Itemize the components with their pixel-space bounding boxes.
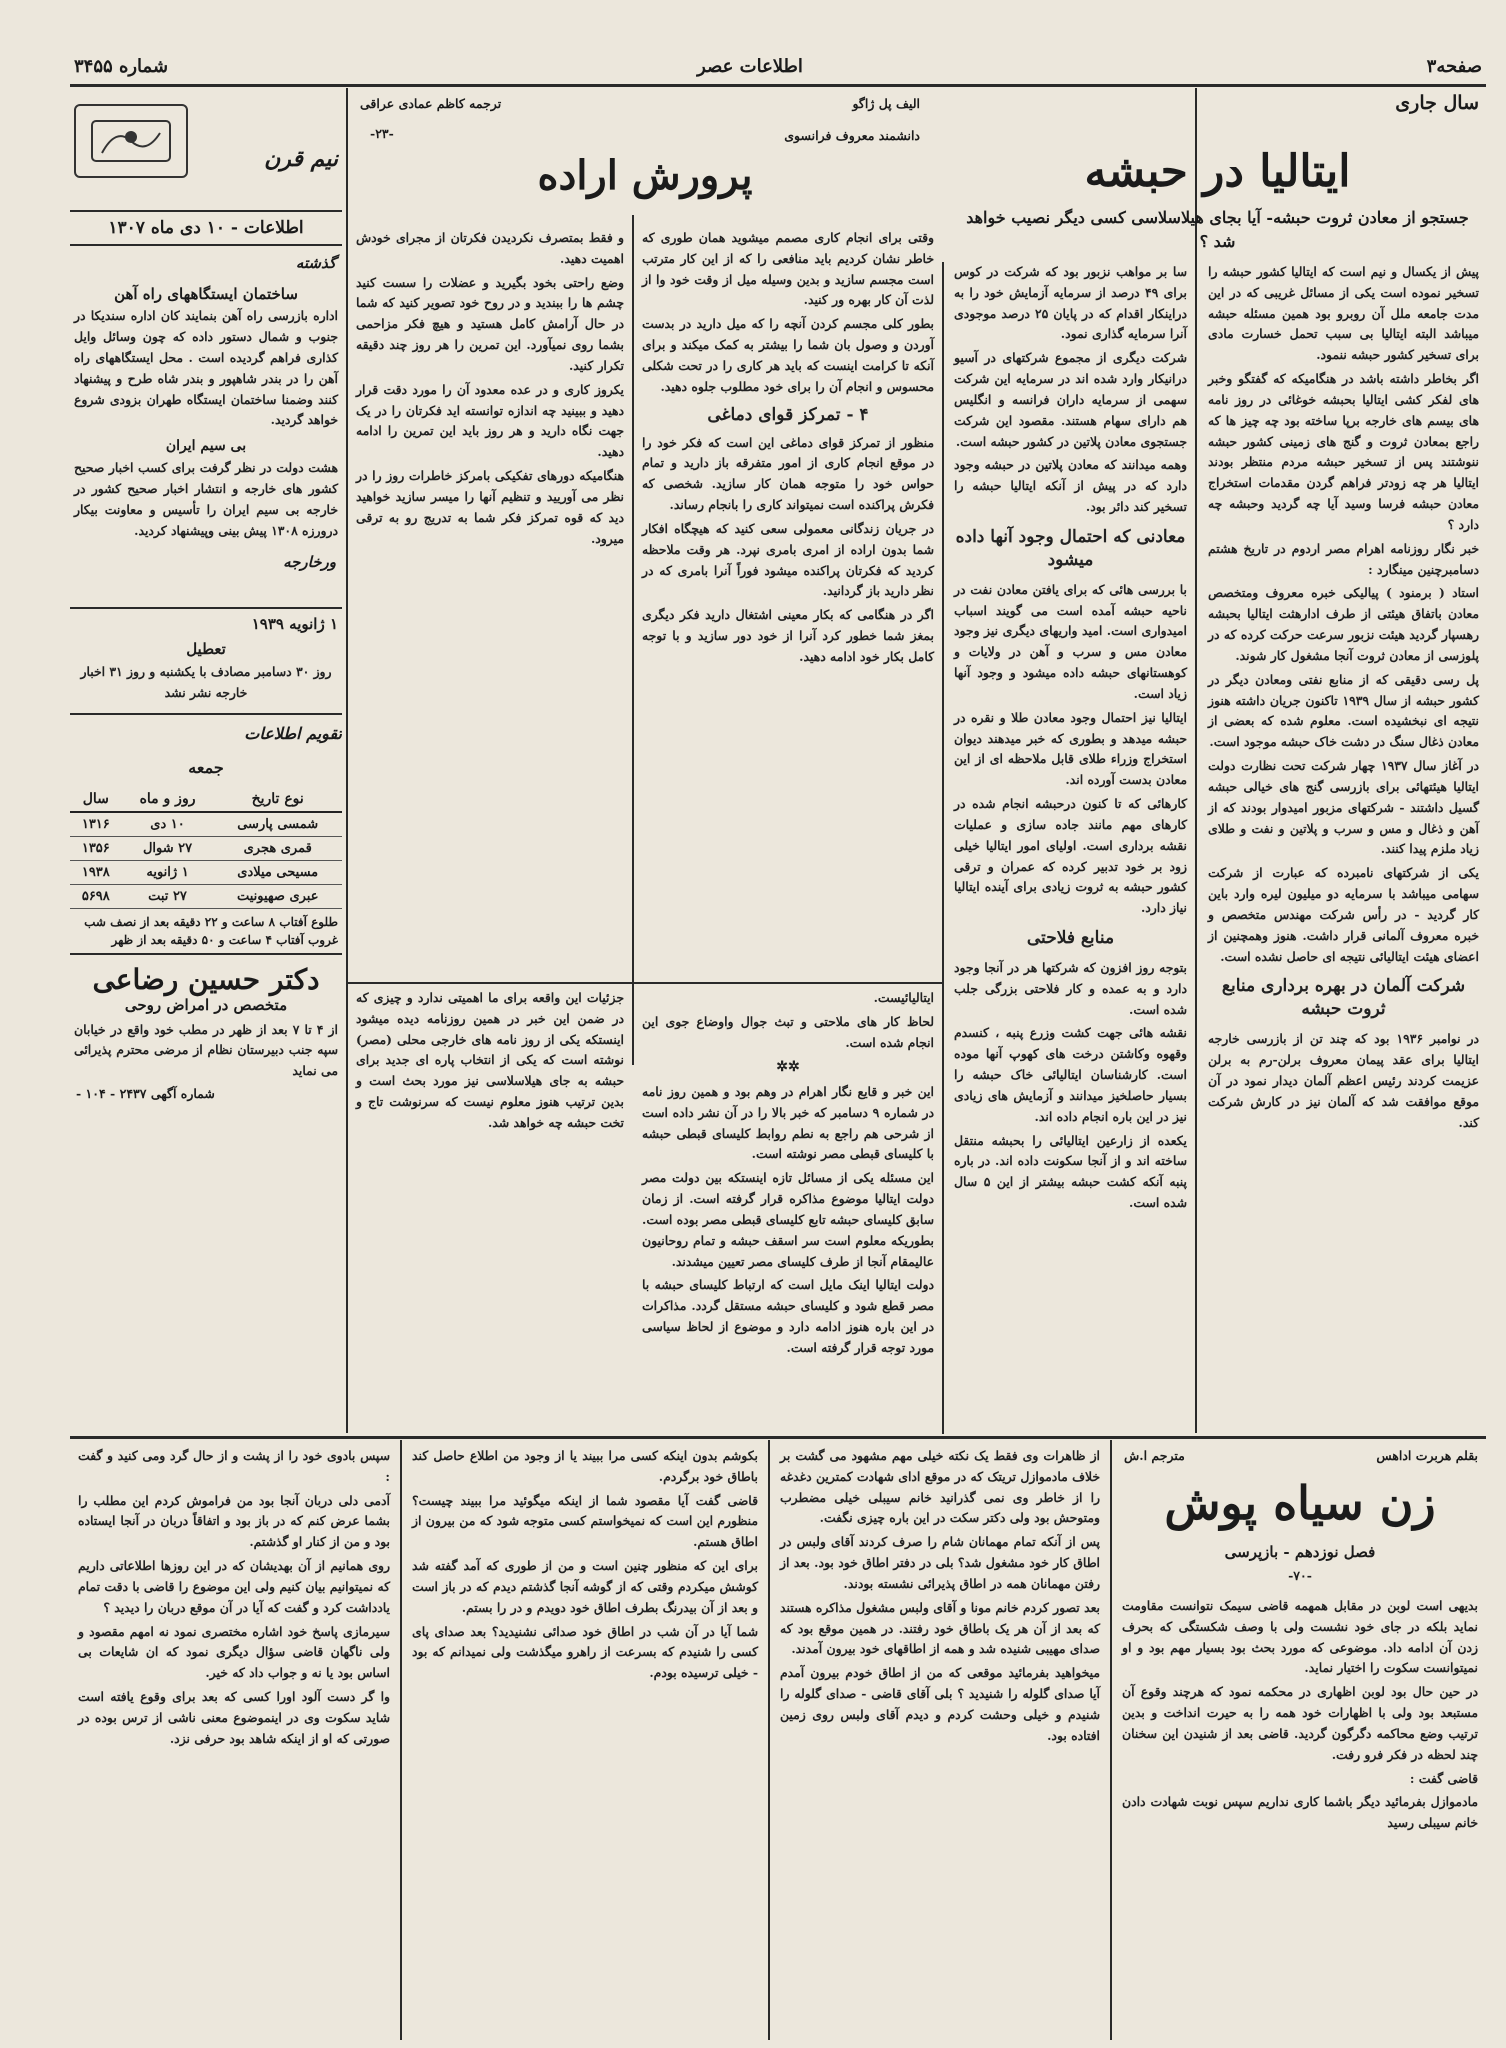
italy-continued-left	[350, 988, 630, 1428]
paragraph: سپس بادوی خود را از پشت و از حال گرد ومی کنید و گفت :	[78, 1448, 390, 1484]
part-number: -۷۰-	[1288, 1568, 1312, 1583]
seal-icon	[74, 104, 188, 178]
paragraph: و فقط بمتصرف نکردیدن فکرتان از مجرای خودش اهمیت دهید.	[356, 230, 624, 266]
table-cell: ۱ ژانویه	[122, 860, 214, 884]
translator-note: دانشمند معروف فرانسوی	[784, 128, 920, 143]
panel-logo-text: نیم قرن	[264, 146, 338, 172]
paragraph: اگر بخاطر داشته باشد در هنگامیکه که گفتگو وخبر های لفکر کشی ایتالیا بحبشه خوغائی در روز نامه های بیسم های خارجه برپا ساخته بود چه چیز ها که راجع بمعادن ثروت و گنج های زمینی کشور حبشه ننوشتند پس از تسخیر حبشه مردم منتظر بودند ایتالیا هر چه زودتر فراهم گردن مقدمات استخراج معادن حبشه فرسا وسید آیا چه گردید وحبشه چه دارد ؟	[1208, 371, 1479, 532]
section-rule	[70, 1436, 1486, 1439]
paragraph: لحاظ کار های ملاحتی و تبث جوال واوضاع جوی این انجام شده است.	[642, 1013, 934, 1050]
panel-header-art	[70, 94, 342, 188]
column-rule	[768, 1440, 770, 2040]
italy-body-right	[1200, 262, 1483, 1432]
section-tag: ورخارجه	[283, 553, 336, 572]
calendar-title: تقویم اطلاعات	[244, 724, 342, 744]
paragraph: استاد ( برمنود ) پیالیکی خبره معروف ومتخصص معادن باتفاق هیئتی از طرف ادارهثت ایتالیا بحبشه رهسپار گردید هیئت نزبور سرعت حرکت کرده که در پلوزسی از معادن ثروت آنجا مشغول کار شوند.	[1208, 585, 1479, 663]
subheading: معادنی که احتمال وجود آنها داده میشود	[955, 526, 1186, 570]
table-cell: قمری هجری	[213, 836, 342, 860]
paragraph: در نوامبر ۱۹۳۶ بود که چند تن از بازرسی خارجه ایتالیا برای عقد پیمان معروف برلن-رم به برلن عزیمت کردند رئیس اعظم آلمان دیدار نمود در آن موقع موافقت شد که آلمان نیز در کارش شرکت کند.	[1208, 1031, 1479, 1130]
paragraph: آدمی دلی دربان آنجا بود من فراموش کردم این مطلب را بشما عرض کنم که در باز بود و اتفاقاً دربان در آنجا ایستاده بود و من از کنار او گذشتم.	[78, 1492, 390, 1550]
column-rule	[400, 1440, 402, 2040]
table-cell: عبری صهیونیت	[213, 884, 342, 908]
paragraph: خبر نگار روزنامه اهرام مصر اردوم در تاریخ هشتم دسامبرچنین مینگارد :	[1208, 540, 1479, 577]
table-cell: ۵۶۹۸	[70, 884, 122, 908]
left-panel	[70, 94, 342, 1434]
section-rule	[348, 982, 942, 984]
paragraph: هنگامیکه دورهای تفکیکی بامرکز خاطرات روز را در نظر می آوریید و تنظیم آنها را میسر سازید خواهید دید که قوه تمرکز فکر شما به تدریج رو به ترقی میرود.	[356, 468, 624, 546]
table-row	[70, 812, 342, 837]
item-body: هشت دولت در نظر گرفت برای کسب اخبار صحیح کشور های خارجه و انتشار اخبار صحیح کشور در خارجه بی سیم ایران را تأسیس و معاونت بیکار درورزه ۱۳۰۸ پیش بینی وپیشنهاد کردید.	[74, 460, 338, 538]
column-rule	[942, 262, 944, 1434]
calendar-table	[70, 787, 342, 909]
paragraph: قاضی گفت :	[1409, 1770, 1478, 1786]
table-cell: ۲۷ شوال	[122, 836, 214, 860]
serial-col-2	[772, 1446, 1108, 2036]
holiday-body: روز ۳۰ دسامبر مصادف با یکشنبه و روز ۳۱ اخبار خارجه نشر نشد	[80, 663, 332, 700]
sunset: غروب آفتاب ۴ ساعت و ۵۰ دقیقه بعد از ظهر	[111, 932, 338, 947]
paragraph: در جریان زندگانی معمولی سعی کنید که هیچگاه افکار شما بدون اراده از امری بامری نپرد. هر وقت ملاحظه کردید که فکرتان پراکنده میشود فوراً آنرا بامری که در نظر دارید باز گردانید.	[642, 520, 934, 599]
column-rule	[346, 88, 348, 1433]
paragraph: دولت ایتالیا اینک مایل است که ارتباط کلیسای حبشه با مصر قطع شود و کلیسای حبشه مستقل گردد. مذاکرات در این باره هنوز ادامه دارد و موضوع از لحاظ سیاسی مورد توجه قرار گرفته است.	[642, 1277, 934, 1355]
headline: پرورش اراده	[537, 152, 753, 199]
column-rule	[632, 215, 634, 1065]
paragraph: این خبر و قایع نگار اهرام در وهم بود و همین روز نامه در شماره ۹ دسامبر که خبر بالا را در آن نشر داده است از شرحی هم راجع به نطم روابط کلیسای قبطی حبشه با کلیسای قبطی مصر نوشته است.	[642, 1084, 934, 1162]
will-body-right	[636, 228, 940, 980]
paragraph: پس از آنکه تمام مهمانان شام را صرف کردند آقای ولبس در اطاق کار خود مشغول شد؟ بلی در دفتر اطاق خود بود. بعد از رفتن مهمانان همه در اطاق پذیرائی نشسته بودند.	[780, 1534, 1100, 1591]
table-cell: مسیحی میلادی	[213, 860, 342, 884]
paragraph: قاضی گفت آیا مقصود شما از اینکه میگوئید مرا ببیند چیست؟ منظورم این است که نمیخواستم کسی متوجه شود که من بیرون از اطاق هستم.	[412, 1492, 758, 1550]
paragraph: روی همانیم از آن بهدیشان که در این روزها اطلاعاتی داریم که نمیتوانیم بیان کنیم ولی این موضوع را قاضی با دقت تمام یادداشت کرد و گفت که آیا در آن موقع دربان را دیدید ؟	[78, 1558, 390, 1615]
table-cell: ۱۳۱۶	[70, 812, 122, 837]
paragraph: شرکت دیگری از مجموع شرکتهای در آسیو درانیکار وارد شده اند در سرمایه این شرکت سهمی از سرمایه داران فرانسه و انگلیس هم دارای سهام هستند. مقصود این شرکت جستجوی معادن پلاتین در کشور حبشه است.	[954, 350, 1187, 449]
translator: مترجم ا.ش	[1124, 1448, 1185, 1463]
paragraph: پل رسی دقیقی که از منابع نفتی ومعادن دیگر در کشور حبشه از سال ۱۹۳۹ تاکنون جریان داشته هنوز نتیجه ای نبخشیده است. معلوم شده که بعضی از معادن ذغال سنگ در دشت خاک حبشه موجود است.	[1208, 671, 1479, 750]
paragraph: بطور کلی مجسم کردن آنچه را که میل دارید در بدست آوردن و وصول بان شما را بیشتر به کمک میکند و برای آنکه تا کرامت اینست که باید هر کاری را در تحت شکلی محسوس و انجام آن را برای خود مطلوب جلوه دهید.	[642, 316, 934, 394]
table-row	[70, 860, 342, 884]
item-title: بی سیم ایران	[165, 438, 247, 455]
paragraph: وقتی برای انجام کاری مصمم میشوید همان طوری که خاطر نشان کردیم باید منافعی را که از این کار مترتب است مجسم سازید و بدین وسیله میل از وقت خود وا از لذت آن کار بهره ور کنید.	[642, 230, 934, 308]
table-cell: ۱۹۳۸	[70, 860, 122, 884]
paragraph: سا بر مواهب نزبور بود که شرکت در کوس برای ۴۹ درصد از سرمایه آزمایش خود را به دراینکار اقدام که در پایان ۲۵ درصد موجودی آنرا سرمایه گذاری نمود.	[954, 264, 1187, 342]
paragraph: بدیهی است لوبن در مقابل همهمه قاضی سیمک نتوانست مقاومت نماید بلکه در جای خود نشست ولی با وصف شکستگی که بحرف زدن آن ادامه داد. موضوعی که مورد بحث بود بسیار مهم بود و او نمیتوانست سکوت را اختیار نماید.	[1122, 1598, 1478, 1676]
deck: جستجو از معادن ثروت حبشه- آیا بجای هیلاسلاسی کسی دیگر نصیب خواهد شد ؟	[966, 208, 1469, 251]
paragraph: وضع راحتی بخود بگیرید و عضلات را سست کنید چشم ها را ببندید و در روح خود تصویر کنید که شما در حال آرامش کامل هستید و هیچ فکر مزاحمی بشما روی نمیآورد. این تمرین را هر روز چند دقیقه تکرار کنید.	[356, 274, 624, 373]
column-header: روز و ماه	[122, 787, 214, 812]
column-header: نوع تاریخ	[213, 787, 342, 812]
paragraph: جزئیات این واقعه برای ما اهمیتی ندارد و چیزی که در ضمن این خبر در همین روزنامه دیده میشود اینستکه یکی از روز نامه های خارجی محلی (مصر) نوشته است که یکی از انتخاب پاره ای جدید برای حبشه به جای هیلاسلاسی نیز مورد بحث است و بدین ترتیب هنوز معلوم نیست که سرنوشت تاج و تخت حبشه چه خواهد شد.	[356, 990, 624, 1130]
paragraph: بعد تصور کردم خانم مونا و آقای ولبس مشغول مذاکره هستند که بعد از آن هر یک باطاق خود رفتند. در همین موقع بود که صدای مهیبی شنیده شد و همه از اطاقهای خود بیرون آمدند.	[780, 1599, 1100, 1657]
paragraph: ایتالیائیست.	[873, 990, 934, 1005]
sunrise: طلوع آفتاب ۸ ساعت و ۲۲ دقیقه بعد از نصف شب	[84, 914, 338, 929]
subheading: شرکت آلمان در بهره برداری منابع ثروت حبشه	[1221, 976, 1466, 1020]
paragraph: بکوشم بدون اینکه کسی مرا ببیند یا از وجود من اطلاع حاصل کند باطاق خود برگردم.	[412, 1448, 758, 1484]
holiday-title: تعطیل	[186, 640, 226, 659]
column-label: سال جاری	[1395, 92, 1479, 114]
subheading: ۴ - تمرکز قوای دماغی	[707, 404, 869, 425]
section-tag: گذشته	[295, 254, 336, 272]
paper-name: اطلاعات عصر	[697, 56, 803, 77]
column-rule	[1110, 1440, 1112, 2040]
serial-col-1	[1114, 1596, 1486, 2036]
paragraph: پیش از یکسال و نیم است که ایتالیا کشور حبشه را تسخیر نموده است یکی از مسائل غریبی که در این مدت جامعه ملل آن روبرو بود همین مسئله حبشه میباشد البته ایتالیا بی سبب تحمل خسارت مادی برای تسخیر کشور حبشه ننمود.	[1208, 264, 1479, 363]
table-row	[70, 884, 342, 908]
item-body: اداره بازرسی راه آهن بنمایند کان اداره سندیکا در جنوب و شمال دستور داده که چون وسائل وایل کذاری فراهم گردیده است . محل ایستگاههای راه آهن را در بندر شاهپور و بندر شاه طرح و پیشنهاد کنند وضمنا ساختمان ایستگاه طهران بزودی شروع خواهد گردید.	[74, 308, 338, 428]
table-cell: ۲۷ تبت	[122, 884, 214, 908]
paragraph: در آغاز سال ۱۹۳۷ چهار شرکت تحت نظارت دولت ایتالیا هیئتهائی برای بازرسی گنج های خیالی حبشه گسیل داشتند - شرکتهای مزبور امیدوار بودند که از آهن و ذغال و مس و سرب و پلاتین و نفت و طلای زیاد ملزم پیدا کنند.	[1208, 758, 1479, 857]
table-cell: ۱۰ دی	[122, 812, 214, 837]
chapter: فصل نوزدهم - بازپرسی	[1224, 1543, 1376, 1561]
ad-footer: شماره آگهی ۲۴۳۷ - ۱۰۴ -	[76, 1086, 215, 1102]
will-body-left	[350, 228, 630, 980]
paragraph: این مسئله یکی از مسائل تازه اینستکه بین دولت مصر دولت ایتالیا موضوع مذاکره قرار گرفته است. از زمان سابق کلیسای حبشه تابع کلیسای قبطی مصر بوده است. بطوریکه معلوم است سر اسقف حبشه و تمام روحانیون عالیمقام آنجا از طرف کلیسای مصر تعیین میشدند.	[642, 1170, 934, 1269]
paragraph: سیرمازی پاسخ خود اشاره مختصری نمود نه امهم مقصود و ولی ناگهان قاضی سؤال دیگری نمود که ان شایعات بی اساس بود یا نه و جواب داد که خیر.	[78, 1623, 390, 1681]
byline: بقلم هربرت اداهس	[1376, 1448, 1478, 1463]
paragraph: مادموازل بفرمائید دیگر باشما کاری نداریم سپس نوبت شهادت دادن خانم سیبلی رسید	[1122, 1794, 1478, 1831]
paragraph: از ظاهرات وی فقط یک نکته خیلی مهم مشهود می گشت بر خلاف مادموازل تریتک که در موقع ادای شهادت کمترین دغدغه را از خاطر وی نمی گذرانید خانم سیبلی خیلی مضطرب ومتوحش بود ولی دکتر سکت در این باره چیزی نگفت.	[780, 1448, 1100, 1526]
paragraph: وا گر دست آلود اورا کسی که بعد برای وقوع یافته است شاید سکوت وی در اینموضوع معنی ناشی از ترس بوده در صورتی که او از اینکه شاهد بود حرفی نزد.	[78, 1689, 390, 1746]
translator-credit: ترجمه کاظم عمادی عراقی	[360, 96, 502, 111]
paragraph: شما آیا در آن شب در اطاق خود صدائی نشنیدید؟ بعد صدای پای کسی را شنیدم که بسرعت از راهرو میگذشت ولی نمیدانم که بود - خیلی ترسیده بودم.	[412, 1623, 758, 1681]
italy-continued-right	[636, 988, 940, 1428]
paragraph: نقشه هائی جهت کشت وزرع پنبه ، کنسدم وقهوه وکاشتن درخت های کهوپ آنها موده است. کارشناسان ایتالیائی خاک حبشه را بسیار حاصلخیز میدانند و آزمایش های زیادی نیز در این باره انجام داده اند.	[954, 1025, 1187, 1124]
paragraph: یکعده از زارعین ایتالیائی را بحبشه منتقل ساخته اند و از آنجا سکونت داده اند. در باره پنبه آنکه کشت حبشه بیشتر از این ۵ سال شده است.	[954, 1132, 1187, 1211]
column-header: سال	[70, 787, 122, 812]
paragraph: با بررسی هائی که برای یافتن معادن نفت در ناحیه حبشه آمده است می گویند اسباب امیدواری است. امید واریهای دیگری نیز وجود معادن مس و سرب و آهن در ولایات و کوهستانهای حبشه داده میشود و وجود آنها زیاد است.	[954, 581, 1187, 701]
page-label: صفحه۳	[1426, 56, 1482, 77]
paragraph: یکی از شرکتهای نامبرده که عبارت از شرکت سهامی میباشد با سرمایه دو میلیون لیره وارد باین کار گردید - در رأس شرکت مهندس متخصص و خبره معروف آلمانی قرار داشت. هنوز وهمچنین از اعضای هیئت ایتالیائی نتیجه ای حاصل نشده است.	[1208, 865, 1479, 964]
ad-specialty: متخصص در امراض روحی	[124, 996, 288, 1015]
italy-body-center	[948, 262, 1193, 1432]
paragraph: منظور از تمرکز قوای دماغی این است که فکر خود را در موقع انجام کاری از امور متفرقه باز دارید و تمام حواس خود را متوجه همان کار سازید. شخصی که فکرش پراکنده است نمیتواند کاری را بانجام رساند.	[642, 434, 934, 513]
paragraph: ایتالیا نیز احتمال وجود معادن طلا و نقره در حبشه میدهد و بطوری که خبر میدهند دیوان استخراج وزراء طلای قابل ملاحظه ای از این معادن بدست آورده اند.	[954, 709, 1187, 788]
author: الیف پل ژاگو	[852, 96, 920, 111]
part-number: -۲۳-	[370, 126, 394, 141]
ad-body: از ۴ تا ۷ بعد از ظهر در مطب خود واقع در خیابان سپه جنب دبیرستان نظام از مرضی محترم پذیرائی می نماید	[74, 1021, 338, 1079]
star-separator-icon: ✲✲	[776, 1059, 800, 1076]
item-title: ساختمان ایستگاههای راه آهن	[114, 285, 298, 303]
subheading: منابع فلاحتی	[1026, 928, 1115, 949]
serial-col-4	[70, 1446, 398, 2036]
paragraph: میخواهید بفرمائید موقعی که من از اطاق خودم بیرون آمدم آیا صدای گلوله را شنیدید ؟ بلی آقای قاضی - صدای گلوله را شنیدم و خیلی وحشت کردم و دیدم آقای ولبس روی زمین افتاده بود.	[780, 1665, 1100, 1743]
table-cell: شمسی پارسی	[213, 812, 342, 837]
masthead-rule	[70, 84, 1486, 87]
paragraph: کارهائی که تا کنون درحبشه انجام شده در کارهای مهم مانند جاده سازی و عملیات نقشه برداری است. اولیای امور ایتالیا خیلی زود بر خود تدبیر کرده که عمران و ترقی کشور حبشه به ثروت زیادی برای آینده ایتالیا نیاز دارد.	[954, 796, 1187, 916]
table-row	[70, 836, 342, 860]
paragraph: یکروز کاری و در عده معدود آن را مورد دقت قرار دهید و ببینید چه اندازه توانسته اید فکرتان را در یک جهت نگاه دارید و هر روز باید این تمرین را ادامه دهید.	[356, 381, 624, 460]
paragraph: در حین حال بود لوبن اظهاری در محکمه نمود که هرچند وقوع آن مستبعد بود ولی با اظهارات خود همه را به حیرت انداخت و بدین ترتیب وضع محاکمه دگرگون گردید. قاضی بعد از شنیدن این سخنان چند لحظه در فکر فرو رفت.	[1122, 1684, 1478, 1762]
paragraph: برای این که منظور چنین است و من از طوری که آمد گفته شد کوشش میکردم وقتی که از گوشه آنجا گذشتم دیدم که در باز است و بعد از آن بیدرنگ بطرف اطاق خود دویدم و در را بستم.	[412, 1558, 758, 1615]
day-name: جمعه	[188, 757, 224, 777]
ad-name: دکتر حسین رضاعی	[92, 962, 320, 996]
date-line: ۱ ژانویه ۱۹۳۹	[251, 615, 338, 634]
panel-title: اطلاعات - ۱۰ دی ماه ۱۳۰۷	[108, 218, 304, 238]
article-will-header	[350, 92, 940, 212]
paragraph: اگر در هنگامی که بکار معینی اشتغال دارید فکر دیگری بمغز شما خطور کرد آنرا از خود دور سازید و با توجه کامل بکار خود ادامه دهید.	[642, 607, 934, 664]
issue-number: شماره ۳۴۵۵	[74, 56, 169, 77]
headline: ایتالیا در حبشه	[1084, 146, 1351, 197]
paragraph: بتوجه روز افزون که شرکتها هر در آنجا وجود دارد و به عمده و کار فلاحتی بزرگی جلب شده است.	[954, 960, 1187, 1017]
paragraph: وهمه میدانند که معادن پلاتین در حبشه وجود دارد که در پیش از آنکه ایتالیا حبشه را تسخیر کند دائر بود.	[954, 457, 1187, 515]
headline: زن سیاه پوش	[1164, 1476, 1436, 1530]
table-cell: ۱۳۵۶	[70, 836, 122, 860]
serial-header	[1114, 1442, 1486, 1594]
serial-col-3	[404, 1446, 766, 2036]
